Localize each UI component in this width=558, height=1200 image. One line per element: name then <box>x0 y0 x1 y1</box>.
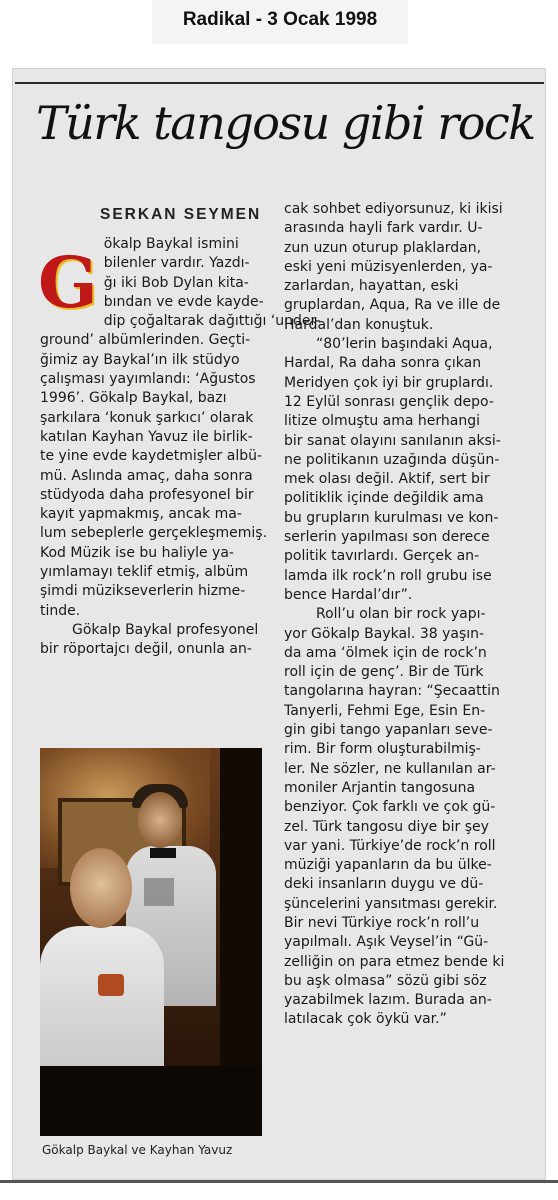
text-line: bir sanat olayını sanılanın aksi- <box>284 432 501 449</box>
text-line: “80’lerin başındaki Aqua, <box>316 336 493 353</box>
text-line: rim. Bir form oluşturabilmiş- <box>284 741 481 758</box>
text-line: 12 Eylül sonrası gençlik depo- <box>284 393 494 410</box>
text-line: eski yeni müzisyenlerden, ya- <box>284 258 493 275</box>
text-line: bence Hardal’dır”. <box>284 586 413 603</box>
text-line: Hardal’dan konuştuk. <box>284 316 434 333</box>
text-line: lum sebeplerle gerçekleşmemiş. <box>40 525 268 542</box>
text-line: yazabilmek lazım. Burada an- <box>284 992 492 1009</box>
text-line: Gökalp Baykal profesyonel <box>72 621 259 638</box>
text-line: yapılmalı. Aşık Veysel’in “Gü- <box>284 934 489 951</box>
text-line: Tanyerli, Fehmi Ege, Esin En- <box>284 702 486 719</box>
text-line: ğı iki Bob Dylan kita- <box>103 274 249 291</box>
right-column <box>284 200 506 1030</box>
text-line: şarkılara ‘konuk şarkıcı’ olarak <box>40 409 254 426</box>
text-line: var yani. Türkiye’de rock’n roll <box>284 837 496 854</box>
text-line: Hardal, Ra daha sonra çıkan <box>284 355 482 372</box>
text-line: bu aşk olmasa” sözü gibi söz <box>284 972 487 989</box>
text-line: kayıt yapmakmış, ancak ma- <box>40 506 242 523</box>
right-column-text <box>284 200 506 1030</box>
text-line: zun uzun oturup plaklardan, <box>284 239 482 256</box>
text-line: bilenler vardır. Yazdı- <box>103 255 250 272</box>
text-line: Bir nevi Türkiye rock’n roll’u <box>284 914 480 931</box>
text-line: deki insanların duygu ve dü- <box>284 876 484 893</box>
text-line: zel. Türk tangosu diye bir şey <box>284 818 489 835</box>
text-line: da ama ‘ölmek için de rock’n <box>284 644 487 661</box>
top-rule <box>15 82 544 84</box>
text-line: gin gibi tango yapanları seve- <box>284 722 493 739</box>
left-column <box>38 235 321 660</box>
text-line: ground’ albümlerinden. Geçti- <box>40 332 251 349</box>
text-line: ne politikanın uzağında düşün- <box>284 451 500 468</box>
text-line: tangolarına hayran: “Şecaattin <box>284 683 500 700</box>
text-line: şimdi müzikseverlerin hizme- <box>40 583 246 600</box>
text-line: gruplardan, Aqua, Ra ve ille de <box>284 297 501 314</box>
text-line: cak sohbet ediyorsunuz, ki ikisi <box>284 201 503 217</box>
photo-caption: Gökalp Baykal ve Kayhan Yavuz <box>42 1143 233 1157</box>
text-line: te yine evde kaydetmişler albü- <box>40 448 263 465</box>
text-line: ökalp Baykal ismini <box>103 236 239 252</box>
text-line: Kod Müzik ise bu haliyle ya- <box>40 544 234 561</box>
text-line: serlerin yapılması son derece <box>284 529 490 546</box>
text-line: Roll’u olan bir rock yapı- <box>316 606 486 623</box>
source-label: Radikal - 3 Ocak 1998 <box>152 0 408 44</box>
text-line: tinde. <box>40 602 81 619</box>
text-line: yımlamayı teklif etmiş, albüm <box>40 564 249 581</box>
text-line: zarlardan, hayattan, eski <box>284 278 459 295</box>
bottom-rule <box>0 1180 558 1183</box>
text-line: bu grupların kurulması ve kon- <box>284 509 499 526</box>
byline: SERKAN SEYMEN <box>100 206 262 223</box>
text-line: bından ve evde kayde- <box>103 293 264 310</box>
text-line: ğimiz ay Baykal’ın ilk stüdyo <box>40 351 240 368</box>
text-line: lamda ilk rock’n roll grubu ise <box>284 567 492 584</box>
text-line: zelliğin on para etmez bende ki <box>284 953 505 970</box>
text-line: Meridyen çok iyi bir gruplardı. <box>284 374 494 391</box>
text-line: litize olmuştu ama herhangi <box>284 413 480 430</box>
text-line: moniler Arjantin tangosuna <box>284 779 476 796</box>
text-line: müziği yapanların da bu ülke- <box>284 857 492 874</box>
text-line: politiklik içinde değildik ama <box>284 490 484 507</box>
text-line: 1996’. Gökalp Baykal, bazı <box>40 390 227 407</box>
text-line: arasında hayli fark vardır. U- <box>284 220 483 237</box>
text-line: mek olası değil. Aktif, sert bir <box>284 471 490 488</box>
text-line: latılacak çok öykü var.” <box>284 1011 447 1028</box>
text-line: ler. Ne sözler, ne kullanılan ar- <box>284 760 496 777</box>
text-line: bir röportajcı değil, onunla an- <box>40 641 252 658</box>
drop-cap: G <box>38 241 98 324</box>
text-line: mü. Aslında amaç, daha sonra <box>40 467 253 484</box>
text-line: politik tavırlardı. Gerçek an- <box>284 548 480 565</box>
text-line: benziyor. Çok farklı ve çok gü- <box>284 799 496 816</box>
text-line: çalışması yayımlandı: ‘Ağustos <box>40 371 256 388</box>
text-line: dip çoğaltarak dağıttığı ‘under- <box>103 313 321 330</box>
text-line: şüncelerini yansıtması gerekir. <box>284 895 498 912</box>
text-line: stüdyoda daha profesyonel bir <box>40 486 254 503</box>
headline: Türk tangosu gibi rock <box>36 96 535 150</box>
photo <box>40 748 262 1136</box>
text-line: roll için de genç’. Bir de Türk <box>284 664 484 681</box>
text-line: katılan Kayhan Yavuz ile birlik- <box>40 428 253 445</box>
text-line: yor Gökalp Baykal. 38 yaşın- <box>284 625 485 642</box>
